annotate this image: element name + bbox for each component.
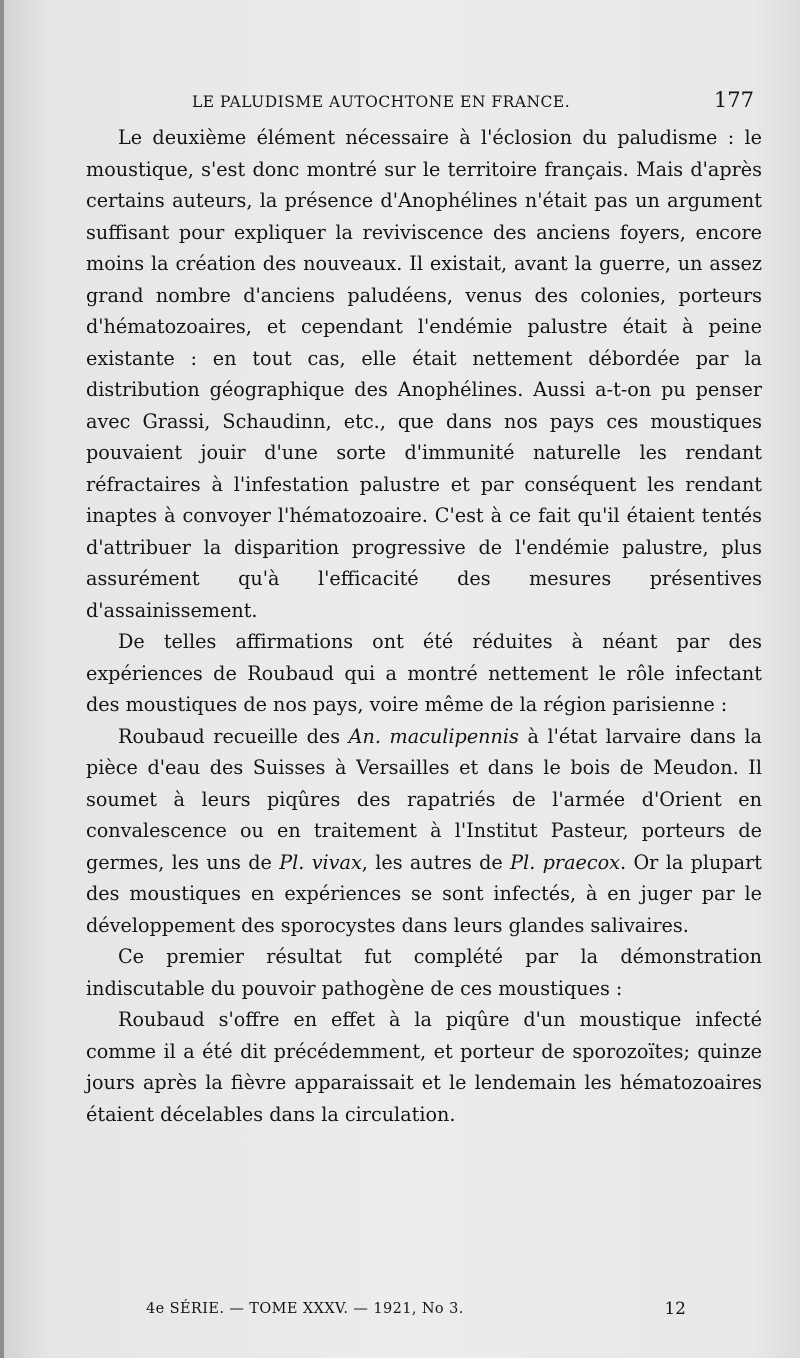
running-title: LE PALUDISME AUTOCHTONE EN FRANCE.: [192, 93, 571, 111]
page-number: 177: [713, 88, 754, 112]
italic-text-segment: Pl. praecox: [510, 850, 620, 874]
book-page: [4, 0, 800, 1358]
text-segment: Roubaud s'offre en effet à la piqûre d'un moustique infecté comme il a été dit précédemment, et porteur de sporozoïtes; quinze jours après la fièvre apparaissait et le lendemain les hématozoaires étaient décelables dans la circulation.: [86, 1008, 762, 1126]
footer-signature-mark: 12: [664, 1299, 686, 1319]
paragraph: [86, 626, 762, 721]
text-segment: à l'état larvaire dans la pièce d'eau des Suisses à Versailles et dans le bois de Meudon. Il soumet à leurs piqûres des rapatriés de l'armée d'Orient en convalescence ou en traitement à l'Institut Pasteur, porteurs de germes, les uns de: [86, 724, 762, 874]
paragraph: [86, 122, 762, 626]
text-segment: . Or la plupart des moustiques en expériences se sont infectés, à en juger par le développement des sporocystes dans leurs glandes salivaires.: [86, 850, 762, 937]
paragraph: [86, 721, 762, 942]
italic-text-segment: An. maculipennis: [348, 724, 519, 748]
body-text: [86, 122, 762, 1130]
text-segment: Le deuxième élément nécessaire à l'éclosion du paludisme : le moustique, s'est donc montré sur le territoire français. Mais d'après certains auteurs, la présence d'Anophélines n'était pas un argument suffisant pour expliquer la reviviscence des anciens foyers, encore moins la création des nouveaux. Il existait, avant la guerre, un assez grand nombre d'anciens paludéens, venus des colonies, porteurs d'hématozoaires, et cependant l'endémie palustre était à peine existante : en tout cas, elle était nettement débordée par la distribution géographique des Anophélines. Aussi a-t-on pu penser avec Grassi, Schaudinn, etc., que dans nos pays ces moustiques pouvaient jouir d'une sorte d'immunité naturelle les rendant réfractaires à l'infestation palustre et par conséquent les rendant inaptes à convoyer l'hématozoaire. C'est à ce fait qu'il étaient tentés d'attribuer la disparition progressive de l'endémie palustre, plus assurément qu'à l'efficacité des mesures présentives d'assainissement.: [86, 126, 762, 622]
footer-line: [146, 1296, 686, 1322]
text-segment: Roubaud recueille des: [118, 724, 349, 748]
text-segment: , les autres de: [361, 850, 511, 874]
paragraph: [86, 1004, 762, 1130]
running-head: [114, 90, 754, 114]
footer-series-line: 4e SÉRIE. — TOME XXXV. — 1921, No 3.: [146, 1301, 464, 1317]
text-segment: Ce premier résultat fut complété par la démonstration indiscutable du pouvoir pathogène de ces moustiques :: [86, 945, 762, 1000]
paragraph: [86, 941, 762, 1004]
text-segment: De telles affirmations ont été réduites à néant par des expériences de Roubaud qui a montré nettement le rôle infectant des moustiques de nos pays, voire même de la région parisienne :: [86, 630, 762, 716]
italic-text-segment: Pl. vivax: [279, 850, 362, 874]
